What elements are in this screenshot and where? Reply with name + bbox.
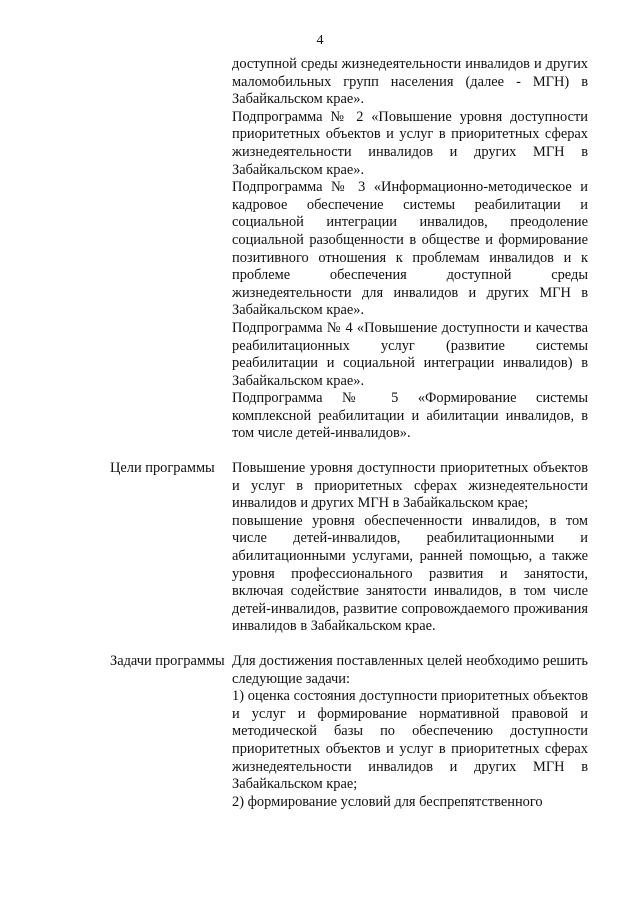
row-subprograms: [110, 56, 588, 443]
row-content: [232, 460, 588, 636]
paragraph: Подпрограмма № 5 «Формирование системы комплексной реабилитации и абилитации инвалидов, в том числе детей-инвалидов».: [232, 390, 588, 442]
row-program-goals: [110, 460, 588, 636]
paragraph: 2) формирование условий для беспрепятственного: [232, 793, 543, 810]
row-separator: [110, 636, 588, 653]
paragraph: Подпрограмма № 4 «Повышение доступности и качества реабилитационных услуг (развитие системы реабилитации и социальной интеграции инвалидов) в Забайкальском крае».: [232, 319, 588, 389]
paragraph: Для достижения поставленных целей необходимо решить следующие задачи:: [232, 653, 588, 687]
row-separator: [110, 443, 588, 460]
paragraph: повышение уровня обеспеченности инвалидов, в том числе детей-инвалидов, реабилитационными и абилитационными услугами, ранней помощью, а также уровня профессионального развития и занятости, включая содействие занятости инвалидов, в том числе детей-инвалидов, развитие сопровождаемого проживания инвалидов в Забайкальском крае.: [232, 512, 588, 635]
row-content: [232, 56, 588, 443]
paragraph: Подпрограмма № 3 «Информационно-методическое и кадровое обеспечение системы реабилитации и социальной интеграции инвалидов, преодоление социальной разобщенности в обществе и формирование позитивного отношения к проблемам инвалидов и к проблеме обеспечения доступной среды жизнедеятельности для инвалидов и других МГН в Забайкальском крае».: [232, 179, 588, 319]
row-content: [232, 653, 588, 811]
paragraph: Повышение уровня доступности приоритетных объектов и услуг в приоритетных сферах жизнедеятельности инвалидов и других МГН в Забайкальском крае;: [232, 460, 588, 512]
paragraph: доступной среды жизнедеятельности инвалидов и других маломобильных групп населения (далее - МГН) в Забайкальском крае».: [232, 56, 588, 108]
paragraph: Подпрограмма № 2 «Повышение уровня доступности приоритетных объектов и услуг в приоритетных сферах жизнедеятельности инвалидов и других МГН в Забайкальском крае».: [232, 108, 588, 178]
row-label: Цели программы: [110, 460, 215, 477]
paragraph: 1) оценка состояния доступности приоритетных объектов и услуг и формирование нормативной правовой и методической базы по обеспечению доступности приоритетных объектов и услуг в приоритетных сферах жизнедеятельности инвалидов и других МГН в Забайкальском крае;: [232, 688, 588, 793]
row-label: Задачи программы: [110, 653, 225, 669]
program-passport-table: [110, 56, 588, 811]
row-program-tasks: [110, 653, 588, 811]
page-number: 4: [316, 33, 324, 48]
